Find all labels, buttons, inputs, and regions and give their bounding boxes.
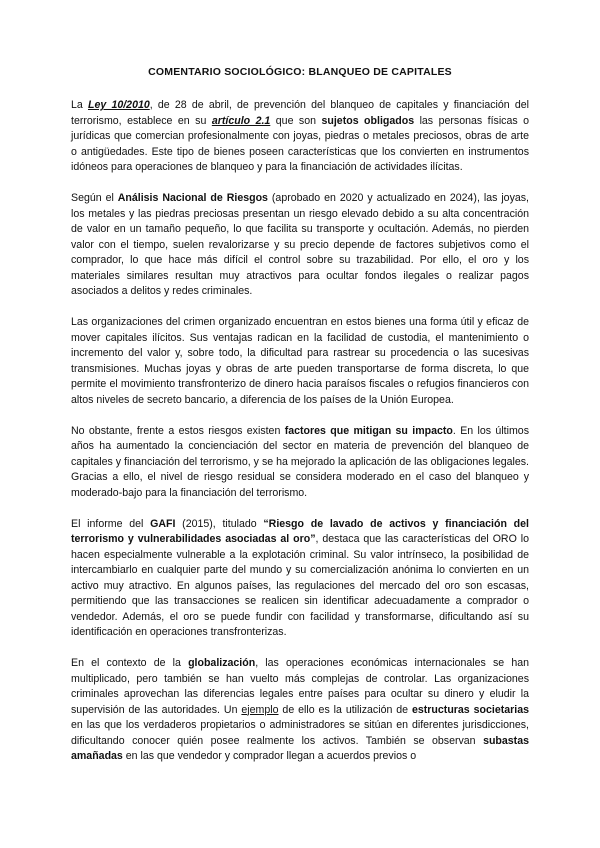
text: En el contexto de la — [71, 657, 189, 669]
text: en las que vendedor y comprador llegan a acuerdos previos o — [122, 750, 417, 762]
bold-term: GAFI — [150, 517, 176, 530]
text: las personas físicas o jurídicas que comercian profesionalmente con joyas, piedras o metales preciosos, obras de arte o antigüedades. Este tipo de bienes poseen características que los convierten en instrumentos idóneos para operaciones de blanqueo y para la financiación de actividades ilícitas. — [71, 114, 530, 173]
bold-term: Análisis Nacional de Riesgos — [117, 192, 268, 204]
text: Las organizaciones del crimen organizado encuentran en estos bienes una forma útil y eficaz de mover capitales ilícitos. Sus ventajas radican en la facilidad de custodia, el mantenimiento o incremento del valor y, sobre todo, la dificultad para rastrear su procedencia o las sucesivas transmisiones. Muchas joyas y obras de arte pueden transportarse de forma discreta, lo que permite el movimiento transfronterizo de dinero hacia paraísos fiscales o refugios financieros con altos niveles de secreto bancario, a diferencia de los países de la Unión Europea. — [71, 316, 529, 406]
text: El informe del — [71, 517, 151, 530]
text: (aprobado en 2020 y actualizado en 2024), las joyas, los metales y las piedras preciosas presentan un riesgo elevado debido a su alta concentración de valor en un tamaño pequeño, lo que facilita su transporte y ocultación. Además, no pierden valor con el tiempo, suelen revalorizarse y su precio depende de factores subjetivos como el comprador, lo que hace más difícil el control sobre su trazabilidad. Por ello, el oro y los materiales similares resultan muy atractivos para ocultar fondos ilegales o realizar pagos asociados a delitos y redes criminales. — [71, 192, 530, 297]
law-reference: Ley 10/2010 — [88, 99, 150, 111]
bold-term: subastas amañadas — [71, 734, 529, 762]
text: . En los últimos años ha aumentado la concienciación del sector en materia de prevención del blanqueo de capitales y financiación del terrorismo, y se ha mejorado la aplicación de las obligaciones legales. Gracias a ello, el nivel de riesgo residual se considera moderado en el caso del blanqueo y moderado-bajo para la financiación del terrorismo. — [71, 424, 529, 499]
text: , de 28 de abril, de prevención del blanqueo de capitales y financiación del terrorismo, establece en su — [71, 99, 530, 127]
text: La — [71, 99, 88, 111]
underlined-term: ejemplo — [241, 703, 279, 716]
paragraph-factores — [71, 424, 529, 502]
text: Según el — [71, 192, 118, 204]
bold-term: sujetos obligados — [321, 114, 415, 127]
text: de ello es la utilización de — [278, 703, 412, 716]
document-title: COMENTARIO SOCIOLÓGICO: BLANQUEO DE CAPITALES — [148, 66, 452, 78]
article-reference: artículo 2.1 — [211, 114, 271, 127]
paragraph-ley — [71, 98, 529, 176]
paragraph-crimen — [71, 315, 529, 408]
report-title: “Riesgo de lavado de activos y financiación del terrorismo y vulnerabilidades asociadas al oro” — [71, 517, 529, 545]
text: que son — [270, 114, 322, 127]
document-page — [71, 66, 529, 780]
paragraph-analisis — [71, 191, 529, 300]
text: en las que los verdaderos propietarios o administradores se sitúan en diferentes jurisdicciones, dificultando conocer quién posee realmente los activos. También se observan — [71, 719, 529, 747]
text: (2015), titulado — [175, 517, 264, 530]
bold-term: factores que mitigan su impacto — [284, 424, 453, 437]
bold-term: estructuras societarias — [412, 703, 529, 716]
text: , las operaciones económicas internacionales se han multiplicado, pero también se han vuelto más complejas de controlar. Las organizaciones criminales aprovechan las diferencias legales entre países para ocultar su dinero y eludir la supervisión de las autoridades. Un — [71, 657, 529, 716]
text: No obstante, frente a estos riesgos existen — [71, 424, 285, 437]
bold-term: globalización — [188, 657, 256, 669]
text: , destaca que las características del ORO lo hacen especialmente vulnerable a la explotación criminal. Su valor intrínseco, la posibilidad de intercambiarlo en cualquier parte del mundo y su comercialización anónima lo convierten en un activo muy atractivo. En algunos países, las regulaciones del mercado del oro son escasas, permitiendo que las transacciones se realicen sin identificar adecuadamente a comprador o vendedor. Además, el oro se puede fundir con facilidad y transformarse, dificultando así su identificación en operaciones transfronterizas. — [71, 533, 529, 638]
paragraph-gafi — [71, 517, 529, 641]
paragraph-globalizacion — [71, 656, 529, 765]
